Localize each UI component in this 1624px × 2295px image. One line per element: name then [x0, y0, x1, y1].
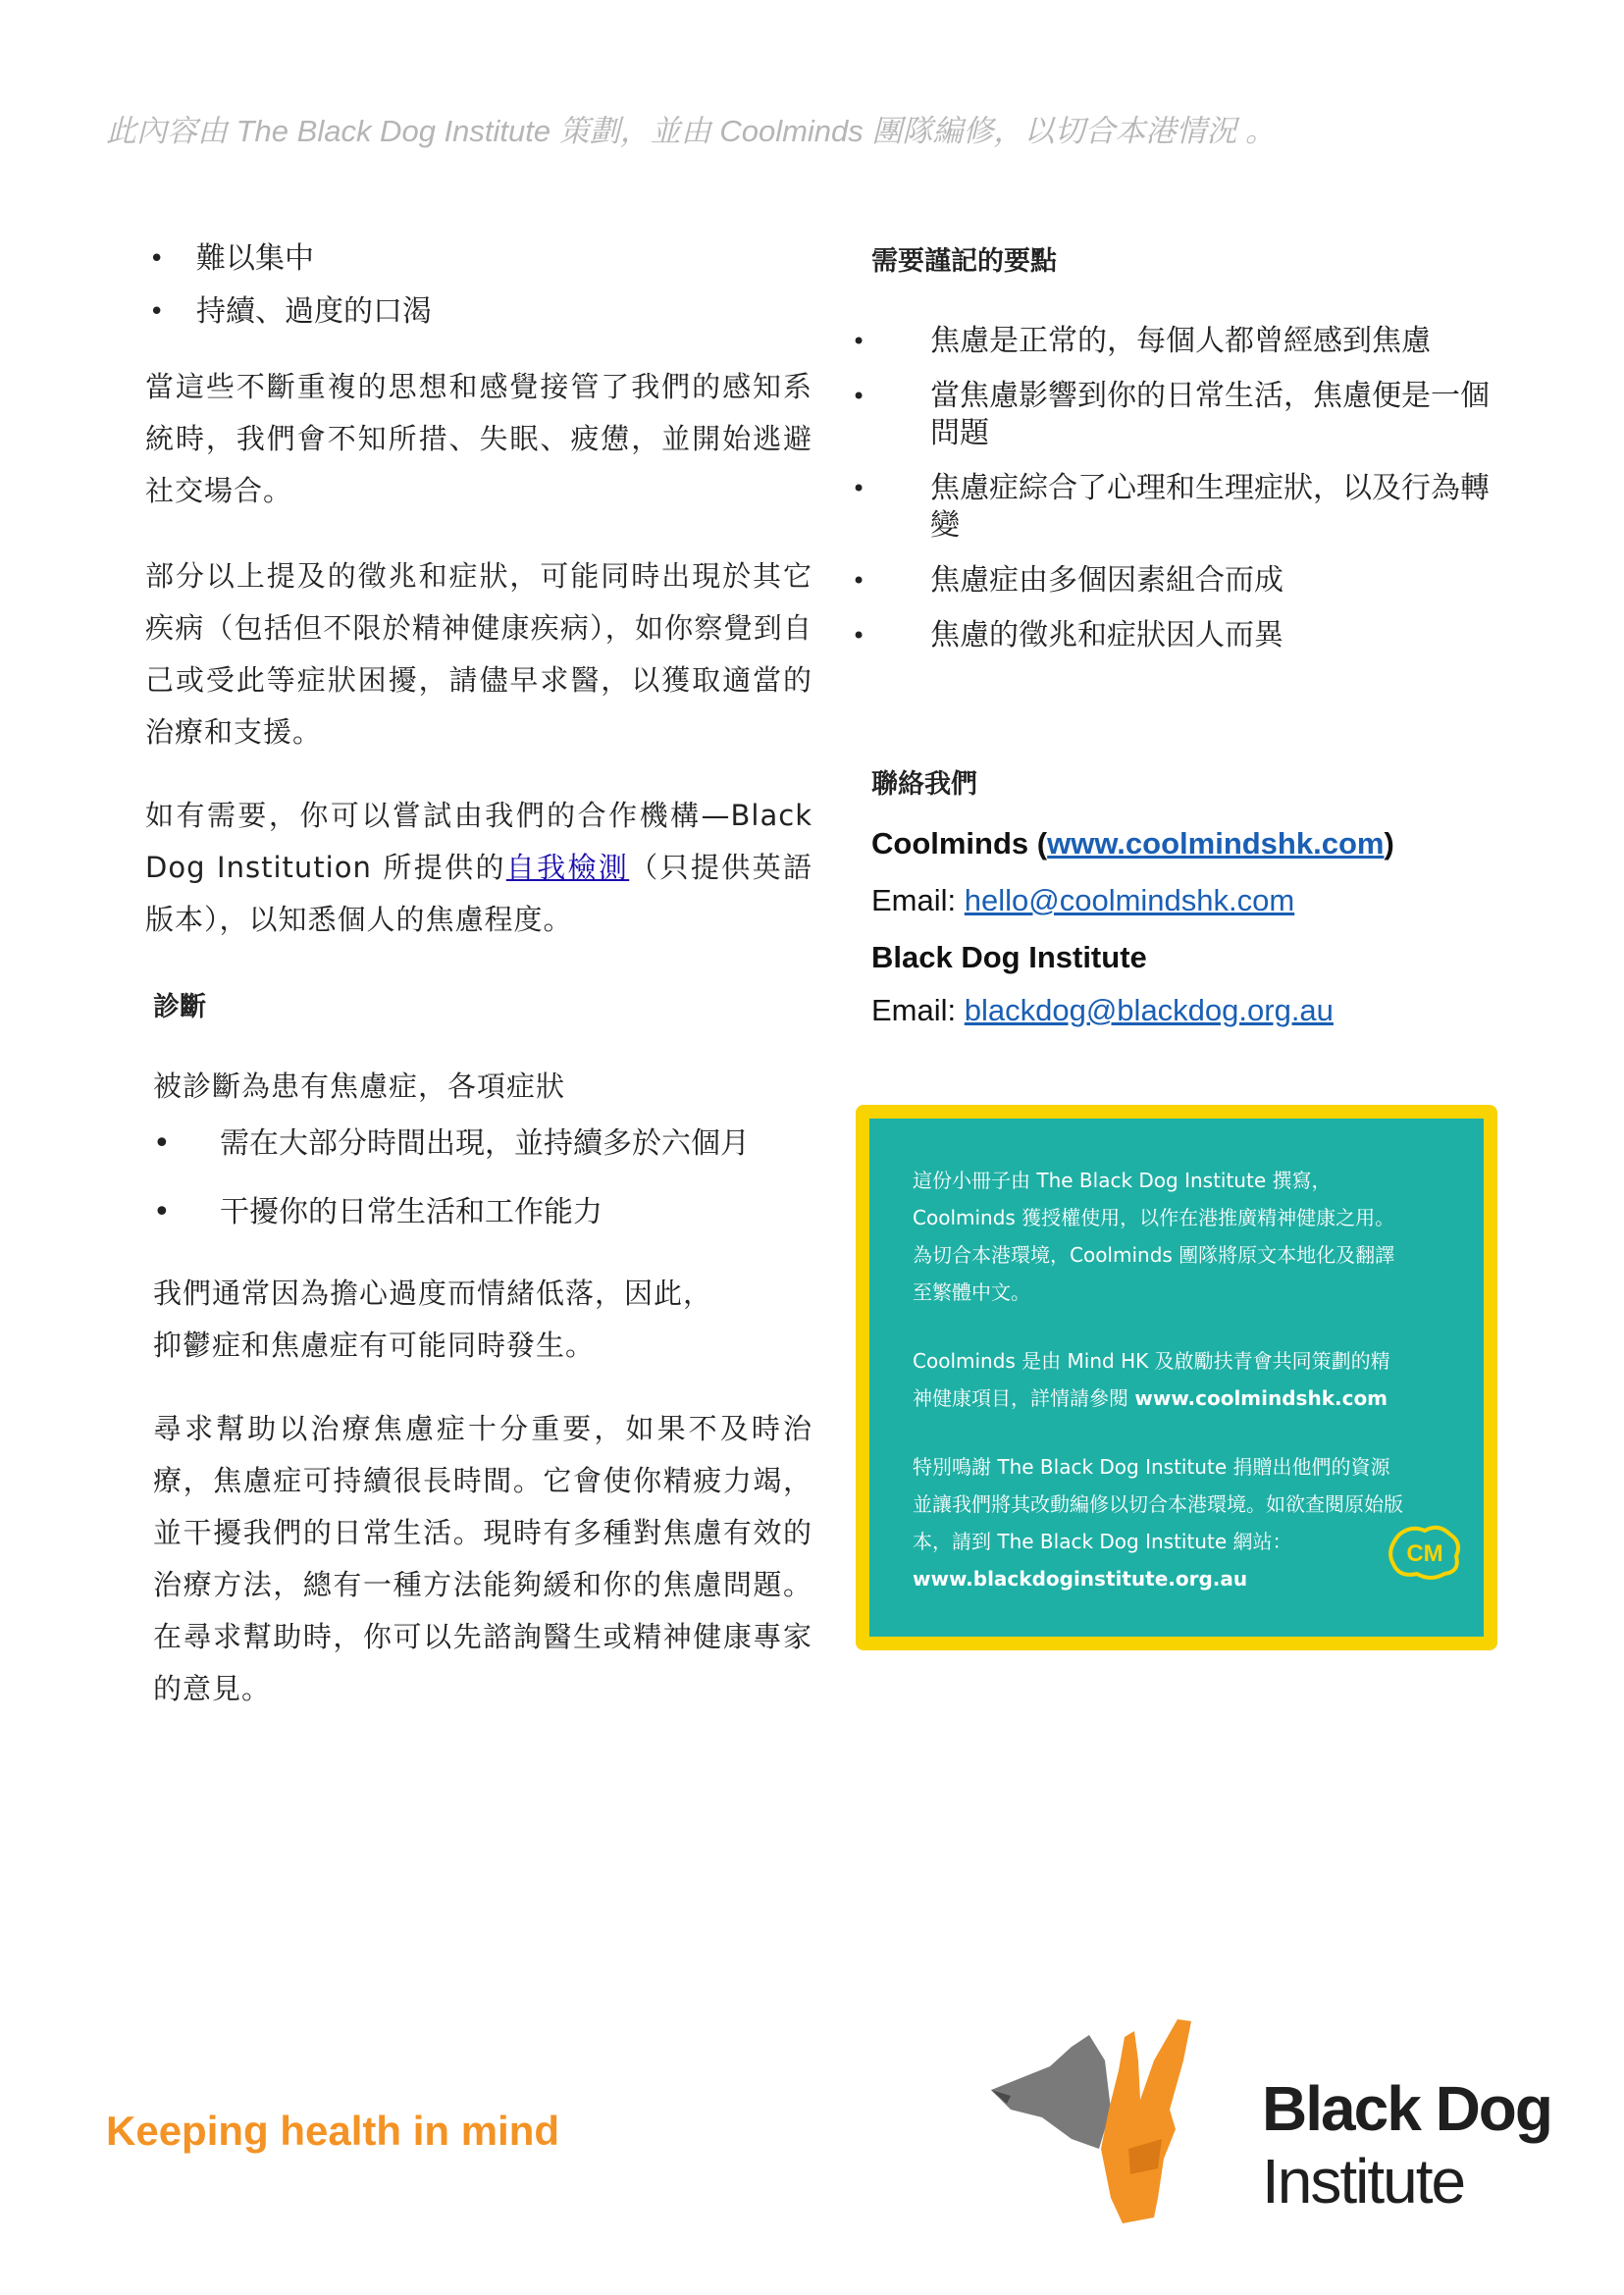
tagline: Keeping health in mind	[106, 2108, 560, 2154]
list-item: • 焦慮症由多個因素組合而成	[871, 562, 1499, 600]
coolminds-close-paren: )	[1384, 826, 1394, 861]
info-p3-text: 特別鳴謝 The Black Dog Institute 捐贈出他們的資源並讓我們將其改動編修以切合本港環境。如欲查閱原始版本，請到 The Black Dog Institute 網站：	[913, 1455, 1403, 1553]
paragraph-overwhelm: 當這些不斷重複的思想和感覺接管了我們的感知系統時，我們會不知所措、失眠、疲憊，並開始逃避社交場合。	[145, 370, 812, 507]
info-p2-text: Coolminds 是由 Mind HK 及啟勵扶青會共同策劃的精神健康項目，詳情請參閱	[913, 1349, 1390, 1410]
info-paragraph-2	[913, 1342, 1403, 1417]
self-test-text-pre: 如有需要，你可以嘗試由我們的合作機構—Black Dog Institution 所提供的	[145, 799, 812, 884]
paragraph-self-test	[145, 790, 812, 946]
list-item: • 焦慮的徵兆和症狀因人而異	[871, 617, 1499, 654]
list-item: • 需在大部分時間出現，並持續多於六個月	[149, 1126, 812, 1162]
coolminds-contact	[871, 826, 1499, 861]
list-item: • 難以集中	[145, 241, 812, 277]
list-item: • 持續、過度的口渴	[145, 294, 812, 330]
keypoints-heading: 需要謹記的要點	[871, 246, 1057, 277]
paragraph-depression	[153, 1268, 812, 1372]
header-note: 此內容由 The Black Dog Institute 策劃，並由 Coolminds 團隊編修，以切合本港情況 。	[106, 114, 1276, 148]
list-item: • 焦慮症綜合了心理和生理症狀，以及行為轉變	[871, 470, 1499, 545]
coolminds-email-line	[871, 883, 1499, 918]
depression-line-2: 抑鬱症和焦慮症有可能同時發生。	[153, 1329, 596, 1362]
diagnosis-intro: 被診斷為患有焦慮症，各項症狀	[153, 1069, 566, 1103]
list-item: • 干擾你的日常生活和工作能力	[149, 1195, 812, 1230]
info-box	[856, 1105, 1497, 1650]
diagnosis-list	[149, 1126, 812, 1230]
coolminds-logo-icon	[1386, 1521, 1464, 1582]
list-item: • 焦慮是正常的，每個人都曾經感到焦慮	[871, 323, 1499, 360]
symptom-list	[145, 241, 812, 330]
list-item: • 當焦慮影響到你的日常生活，焦慮便是一個問題	[871, 378, 1499, 452]
bdi-logo-line-2: Institute	[1262, 2146, 1465, 2217]
coolminds-logo-text: CM	[1406, 1540, 1443, 1567]
info-paragraph-1: 這份小冊子由 The Black Dog Institute 撰寫，Coolminds 獲授權使用，以作在港推廣精神健康之用。為切合本港環境，Coolminds 團隊將原文本地化及翻譯至繁體中文。	[913, 1169, 1395, 1304]
depression-line-1: 我們通常因為擔心過度而情緒低落，因此，	[153, 1277, 713, 1310]
email-label: Email:	[871, 993, 965, 1027]
left-column	[145, 235, 812, 1715]
coolminds-email-link[interactable]: hello@coolmindshk.com	[964, 883, 1295, 917]
paragraph-other-illness: 部分以上提及的徵兆和症狀，可能同時出現於其它疾病（包括但不限於精神健康疾病），如你察覺到自己或受此等症狀困擾，請儘早求醫，以獲取適當的治療和支援。	[145, 559, 812, 749]
coolminds-name: Coolminds (	[871, 826, 1048, 861]
bdi-logo-line-1: Black Dog	[1262, 2073, 1551, 2144]
right-column	[871, 235, 1499, 1028]
bdi-email-line	[871, 993, 1499, 1028]
info-box-content	[913, 1162, 1403, 1629]
paragraph-seek-help: 尋求幫助以治療焦慮症十分重要，如果不及時治療，焦慮症可持續很長時間。它會使你精疲力竭，並干擾我們的日常生活。現時有多種對焦慮有效的治療方法，總有一種方法能夠緩和你的焦慮問題。在尋求幫助時，你可以先諮詢醫生或精神健康專家的意見。	[153, 1412, 812, 1705]
coolminds-website-link[interactable]: www.coolmindshk.com	[1047, 826, 1385, 861]
keypoints-list	[871, 323, 1499, 654]
self-test-text-post: （只提供英語版本），以知悉個人的焦慮程度。	[145, 851, 812, 936]
bdi-email-link[interactable]: blackdog@blackdog.org.au	[964, 993, 1334, 1027]
contact-heading: 聯絡我們	[871, 769, 977, 800]
bdi-name: Black Dog Institute	[871, 940, 1147, 974]
email-label: Email:	[871, 883, 965, 917]
diagnosis-heading: 診斷	[153, 992, 206, 1022]
info-p3-url: www.blackdoginstitute.org.au	[913, 1567, 1248, 1591]
info-paragraph-3	[913, 1448, 1403, 1597]
info-p2-url: www.coolmindshk.com	[1134, 1386, 1388, 1410]
self-test-link[interactable]: 自我檢測	[505, 851, 630, 884]
black-dog-logo-icon	[981, 2002, 1246, 2237]
